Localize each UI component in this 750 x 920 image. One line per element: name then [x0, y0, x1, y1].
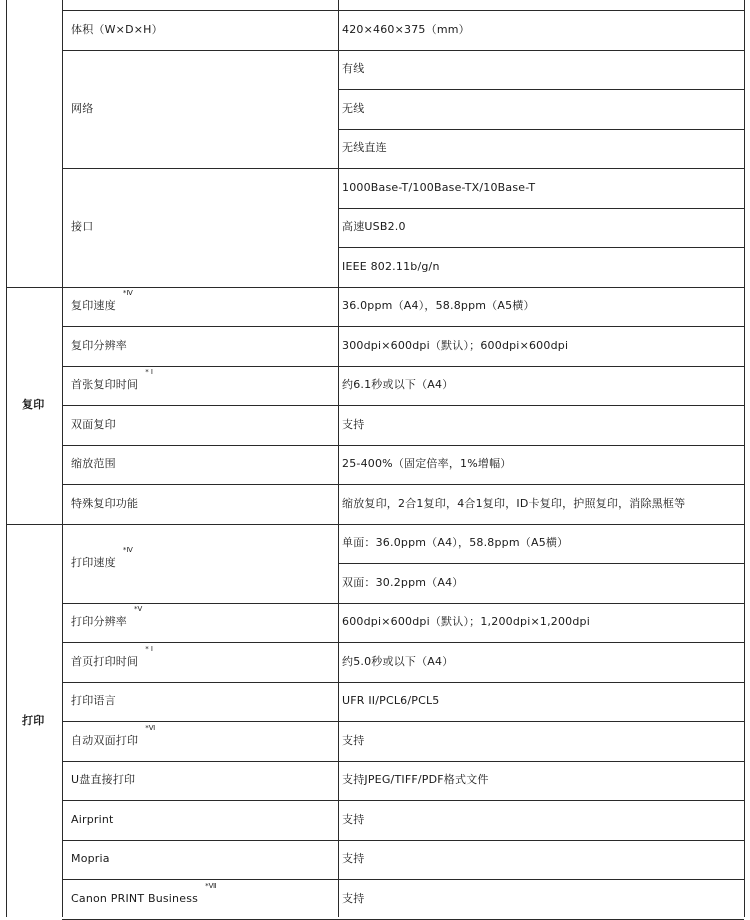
spec-label: 首页打印时间	[71, 654, 139, 668]
column-divider	[6, 0, 7, 917]
row-divider	[62, 919, 744, 920]
row-divider	[62, 840, 744, 841]
spec-value: 有线	[342, 62, 365, 76]
spec-label: Mopria	[71, 852, 110, 866]
row-divider	[338, 89, 744, 90]
spec-value: 支持	[342, 733, 365, 747]
spec-value: 约6.1秒或以下（A4）	[342, 378, 454, 392]
footnote-marker: *Ⅶ	[205, 881, 217, 890]
row-divider	[338, 129, 744, 130]
spec-label: 体积（W×D×H）	[71, 22, 163, 36]
row-divider	[62, 366, 744, 367]
spec-label: 接口	[71, 220, 94, 234]
spec-label: Airprint	[71, 812, 114, 826]
row-divider	[6, 524, 62, 525]
spec-value: 支持	[342, 891, 365, 905]
row-divider	[62, 326, 744, 327]
spec-value: 支持	[342, 417, 365, 431]
row-divider	[6, 287, 62, 288]
row-divider	[62, 524, 744, 525]
row-divider	[62, 287, 744, 288]
spec-value: 约5.0秒或以下（A4）	[342, 654, 454, 668]
spec-value: 支持	[342, 852, 365, 866]
footnote-marker: *Ⅳ	[122, 546, 133, 554]
section-label: 打印	[22, 714, 45, 727]
row-divider	[338, 563, 744, 564]
spec-value: 25-400%（固定倍率，1%增幅）	[342, 457, 512, 471]
spec-value: 缩放复印，2合1复印，4合1复印，ID卡复印，护照复印，消除黑框等	[342, 496, 686, 510]
spec-label: 首张复印时间	[71, 378, 139, 392]
spec-label: 双面复印	[71, 417, 116, 431]
spec-label: 复印分辨率	[71, 338, 127, 352]
footnote-marker: *Ⅵ	[145, 723, 156, 732]
spec-value: 高速USB2.0	[342, 220, 406, 234]
footnote-marker: * Ⅰ	[145, 644, 153, 653]
spec-value: UFR II/PCL6/PCL5	[342, 694, 440, 708]
spec-label: 打印速度	[71, 556, 116, 569]
spec-value: 1000Base-T/100Base-TX/10Base-T	[342, 180, 536, 194]
column-divider	[338, 0, 339, 917]
section-label: 复印	[22, 398, 45, 411]
footnote-marker: * Ⅰ	[145, 368, 153, 377]
spec-label: 特殊复印功能	[71, 496, 139, 510]
spec-value: 无线直连	[342, 141, 387, 155]
spec-label: 打印语言	[71, 694, 116, 708]
row-divider	[338, 247, 744, 248]
row-divider	[62, 10, 744, 11]
spec-value: 单面：36.0ppm（A4），58.8ppm（A5横）	[342, 536, 569, 550]
footnote-marker: *Ⅴ	[134, 605, 143, 614]
spec-value: IEEE 802.11b/g/n	[342, 259, 440, 273]
spec-value: 300dpi×600dpi（默认）；600dpi×600dpi	[342, 338, 569, 352]
spec-label: Canon PRINT Business	[71, 891, 199, 905]
row-divider	[62, 682, 744, 683]
row-divider	[62, 603, 744, 604]
row-divider	[62, 879, 744, 880]
row-divider	[62, 50, 744, 51]
spec-value: 420×460×375（mm）	[342, 22, 470, 36]
spec-value: 36.0ppm（A4），58.8ppm（A5横）	[342, 299, 535, 313]
row-divider	[62, 405, 744, 406]
row-divider	[62, 168, 744, 169]
row-divider	[62, 642, 744, 643]
row-divider	[62, 721, 744, 722]
row-divider	[62, 761, 744, 762]
spec-value: 无线	[342, 101, 365, 115]
column-divider	[62, 0, 63, 917]
spec-value: 支持JPEG/TIFF/PDF格式文件	[342, 773, 489, 787]
spec-label: 自动双面打印	[71, 733, 139, 747]
spec-label: 网络	[71, 101, 94, 115]
row-divider	[338, 208, 744, 209]
row-divider	[62, 445, 744, 446]
spec-label: 缩放范围	[71, 457, 116, 471]
spec-value: 600dpi×600dpi（默认）；1,200dpi×1,200dpi	[342, 615, 590, 629]
footnote-marker: *Ⅳ	[122, 289, 133, 298]
row-divider	[62, 800, 744, 801]
column-divider	[744, 0, 745, 917]
row-divider	[62, 484, 744, 485]
spec-label: U盘直接打印	[71, 773, 136, 787]
spec-label: 复印速度	[71, 299, 116, 313]
spec-label: 打印分辨率	[71, 615, 127, 629]
spec-value: 双面：30.2ppm（A4）	[342, 575, 464, 589]
spec-value: 支持	[342, 812, 365, 826]
